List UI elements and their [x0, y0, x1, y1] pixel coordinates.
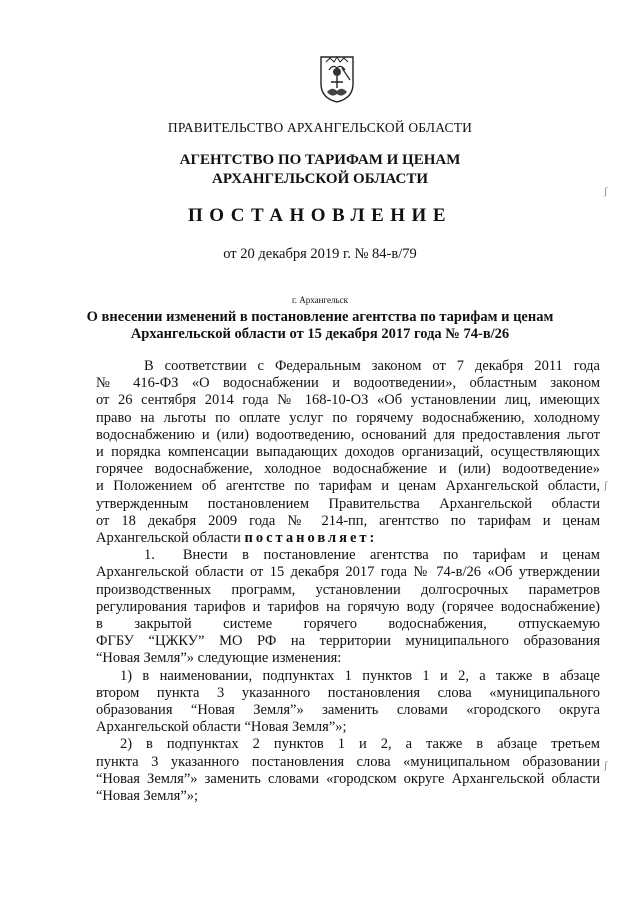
text-line: право на льготы по оплате услуг по горячему водоснабжению, холодному [96, 409, 600, 426]
text-line: и порядка компенсации выпадающих доходов организаций, осуществляющих [96, 444, 600, 461]
item-1-paragraph [96, 547, 600, 667]
margin-mark: ʃ [604, 186, 608, 197]
agency-name [0, 151, 640, 189]
text-line: 1) в наименовании, подпунктах 1 пунктов 1 и 2, а также в абзаце [120, 667, 600, 684]
document-type: ПОСТАНОВЛЕНИЕ [187, 205, 453, 226]
text-line: и Положением об агентстве по тарифам и ценам Архангельской области, [96, 478, 600, 495]
text-line: “Новая Земля”» заменить словами «городском округе Архангельской области [96, 770, 600, 787]
text-line: № 416-ФЗ «О водоснабжении и водоотведении», областным законом [96, 375, 600, 392]
subitem-2-paragraph [96, 736, 600, 805]
text-line: в закрытой системе горячего водоснабжения, отпускаемую [96, 616, 600, 633]
subitem-1-paragraph [96, 668, 600, 737]
text-line: “Новая Земля”» следующие изменения: [96, 650, 342, 667]
text-line: пункта 3 указанного постановления слова «муниципальном образовании [96, 753, 600, 770]
document-city: г. Архангельск [292, 295, 348, 305]
preamble-last-text: Архангельской области [96, 530, 245, 547]
text-line: “Новая Земля”»; [96, 788, 199, 805]
agency-name-line2: АРХАНГЕЛЬСКОЙ ОБЛАСТИ [212, 171, 428, 187]
text-line: регулирования тарифов и тарифов на горячую воду (горячее водоснабжение) [96, 598, 600, 615]
text-line: ФГБУ “ЦЖКУ” МО РФ на территории муниципального образования [96, 633, 600, 650]
text-line: Архангельской области “Новая Земля”»; [96, 719, 347, 736]
document-subject [0, 309, 640, 343]
text-line [96, 547, 600, 564]
text-line: от 26 сентября 2014 года № 168-10-ОЗ «Об установлении лиц, имеющих [96, 392, 600, 409]
preamble-last-line [96, 530, 600, 547]
text-line: производственных программ, установлении долгосрочных параметров [96, 581, 600, 598]
text-line: образования “Новая Земля”» заменить словами «городского округа [96, 702, 600, 719]
text-line: 2) в подпунктах 2 пунктов 1 и 2, а также в абзаце третьем [120, 736, 600, 753]
document-body [96, 358, 600, 805]
text-line: горячее водоснабжение, холодное водоснабжение и (или) водоотведение» [96, 461, 600, 478]
item-text: Внести в постановление агентства по тарифам и ценам [182, 547, 600, 564]
preamble-paragraph [96, 358, 600, 530]
text-line: В соответствии с Федеральным законом от 7 декабря 2011 года [144, 358, 600, 374]
agency-name-line1: АГЕНТСТВО ПО ТАРИФАМ И ЦЕНАМ [179, 152, 461, 168]
government-name: ПРАВИТЕЛЬСТВО АРХАНГЕЛЬСКОЙ ОБЛАСТИ [167, 120, 473, 135]
margin-mark: ʃ [604, 480, 608, 491]
text-line: водоснабжению и (или) водоотведению, оснований для предоставления льгот [96, 426, 600, 443]
decree-keyword: постановляет: [244, 530, 378, 547]
subject-line2: Архангельской области от 15 декабря 2017 года № 74-в/26 [130, 326, 510, 342]
text-line: втором пункта 3 указанного постановления слова «муниципального [96, 684, 600, 701]
subject-line1: О внесении изменений в постановление агентства по тарифам и ценам [86, 309, 554, 325]
text-line: Архангельской области от 15 декабря 2017 года № 74-в/26 «Об утверждении [96, 564, 600, 581]
margin-mark: ʃ [604, 760, 608, 771]
item-number: 1. [144, 547, 155, 564]
text-line: утвержденным постановлением Правительства Архангельской области [96, 495, 600, 512]
document-date-number: от 20 декабря 2019 г. № 84-в/79 [223, 246, 417, 262]
text-line: от 18 декабря 2009 года № 214-пп, агентство по тарифам и ценам [96, 512, 600, 529]
coat-of-arms-icon [318, 54, 356, 104]
